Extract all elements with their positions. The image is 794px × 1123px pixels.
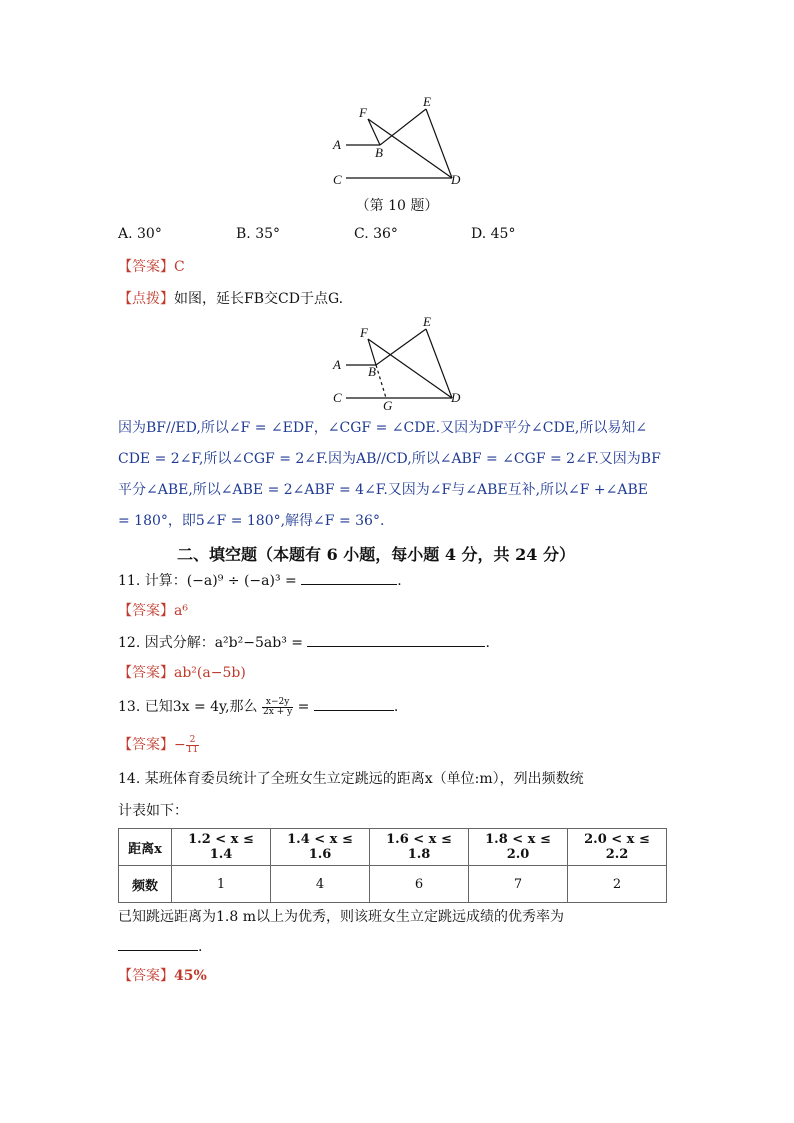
fraction-denominator: 2x + y xyxy=(263,706,293,717)
answer-denominator: 11 xyxy=(186,744,199,755)
hint-text: 如图，延长FB交CD于点G. xyxy=(174,291,344,307)
solution-text xyxy=(118,413,678,537)
option-d: D. 45° xyxy=(471,226,516,242)
section-heading: 二、填空题（本题有 6 小题，每小题 4 分，共 24 分） xyxy=(177,545,575,564)
option-b: B. 35° xyxy=(236,226,281,242)
q14-answer xyxy=(118,965,207,985)
table-cell: 4 xyxy=(271,866,370,903)
q14-line-2: 计表如下： xyxy=(118,803,188,819)
q13-fraction xyxy=(262,698,293,717)
table-row xyxy=(119,866,667,903)
fig2-label-a: A xyxy=(333,357,341,372)
figure-caption: （第 10 题） xyxy=(355,198,439,214)
solution-line: 平分∠ABE,所以∠ABE = 2∠ABF = 4∠F.又因为∠F与∠ABE互补,所以∠F +∠ABE xyxy=(118,482,648,498)
q14-line-1: 14. 某班体育委员统计了全班女生立定跳远的距离x（单位:m），列出频数统 xyxy=(118,771,584,787)
fig1-label-d: D xyxy=(451,172,461,187)
q10-hint xyxy=(118,288,343,308)
q12-question xyxy=(118,632,490,652)
figure-hint xyxy=(330,312,470,412)
fraction-numerator: x−2y xyxy=(262,698,293,708)
answer-value: a⁶ xyxy=(174,603,188,619)
q14-blank xyxy=(118,936,198,951)
answer-tag: 【答案】 xyxy=(118,737,174,753)
option-a: A. 30° xyxy=(118,226,162,242)
answer-value: ab²(a−5b) xyxy=(174,665,246,681)
q11-blank xyxy=(301,570,397,585)
table-header-cell: 距离x xyxy=(119,829,172,866)
fig2-label-c: C xyxy=(333,390,342,405)
answer-numerator: 2 xyxy=(186,736,199,746)
fig1-label-c: C xyxy=(333,172,342,187)
figure-question-10 xyxy=(330,92,470,192)
q12-end: . xyxy=(485,635,490,651)
q13-blank xyxy=(314,696,394,711)
q13-question xyxy=(118,696,398,717)
hint-tag: 【点拨】 xyxy=(118,291,174,307)
solution-line: CDE = 2∠F,所以∠CGF = 2∠F.因为AB//CD,所以∠ABF = ∠CGF = 2∠F.又因为BF xyxy=(118,451,661,467)
fig2-label-d: D xyxy=(451,390,461,405)
frequency-table xyxy=(118,828,667,903)
q13-answer xyxy=(118,734,199,755)
table-row xyxy=(119,829,667,866)
answer-value: C xyxy=(174,259,185,275)
solution-line: = 180°，即5∠F = 180°,解得∠F = 36°. xyxy=(118,513,385,529)
q12-blank xyxy=(307,632,485,647)
q13-equals: = xyxy=(297,699,310,715)
answer-tag: 【答案】 xyxy=(118,968,174,984)
table-header-cell: 1.8 < x ≤ 2.0 xyxy=(469,829,568,866)
q10-answer xyxy=(118,256,185,276)
table-header-cell: 1.6 < x ≤ 1.8 xyxy=(370,829,469,866)
q12-text: 12. 因式分解：a²b²−5ab³ = xyxy=(118,635,303,651)
q13-end: . xyxy=(393,699,399,715)
table-cell: 频数 xyxy=(119,866,172,903)
fig2-label-e: E xyxy=(423,314,431,329)
fig2-label-g: G xyxy=(383,398,393,412)
q11-answer xyxy=(118,600,188,620)
table-cell: 1 xyxy=(172,866,271,903)
q14-after-text: 已知跳远距离为1.8 m以上为优秀，则该班女生立定跳远成绩的优秀率为 xyxy=(118,909,564,925)
table-cell: 2 xyxy=(568,866,667,903)
table-cell: 7 xyxy=(469,866,568,903)
q11-question xyxy=(118,570,402,590)
answer-fraction xyxy=(186,736,199,755)
q11-end: . xyxy=(397,573,402,589)
table-header-cell: 1.2 < x ≤ 1.4 xyxy=(172,829,271,866)
table-cell: 6 xyxy=(370,866,469,903)
answer-value: 45% xyxy=(174,968,207,984)
q11-text: 11. 计算：(−a)⁹ ÷ (−a)³ = xyxy=(118,573,297,589)
table-header-cell: 2.0 < x ≤ 2.2 xyxy=(568,829,667,866)
q14-end: . xyxy=(198,939,203,955)
answer-sign: − xyxy=(174,737,186,753)
answer-tag: 【答案】 xyxy=(118,665,174,681)
q12-answer xyxy=(118,662,246,682)
fig1-label-f: F xyxy=(359,105,367,120)
fig1-label-a: A xyxy=(333,137,341,152)
fig2-label-b: B xyxy=(368,364,376,379)
q14-blank-line xyxy=(118,936,202,955)
fig2-label-f: F xyxy=(360,325,368,340)
q13-text: 13. 已知3x = 4y,那么 xyxy=(118,699,258,715)
option-c: C. 36° xyxy=(354,226,398,242)
solution-line: 因为BF//ED,所以∠F = ∠EDF，∠CGF = ∠CDE.又因为DF平分∠CDE,所以易知∠ xyxy=(118,420,648,436)
fig1-label-e: E xyxy=(423,94,431,109)
answer-tag: 【答案】 xyxy=(118,603,174,619)
table-header-cell: 1.4 < x ≤ 1.6 xyxy=(271,829,370,866)
fig1-label-b: B xyxy=(375,145,383,160)
answer-tag: 【答案】 xyxy=(118,259,174,275)
